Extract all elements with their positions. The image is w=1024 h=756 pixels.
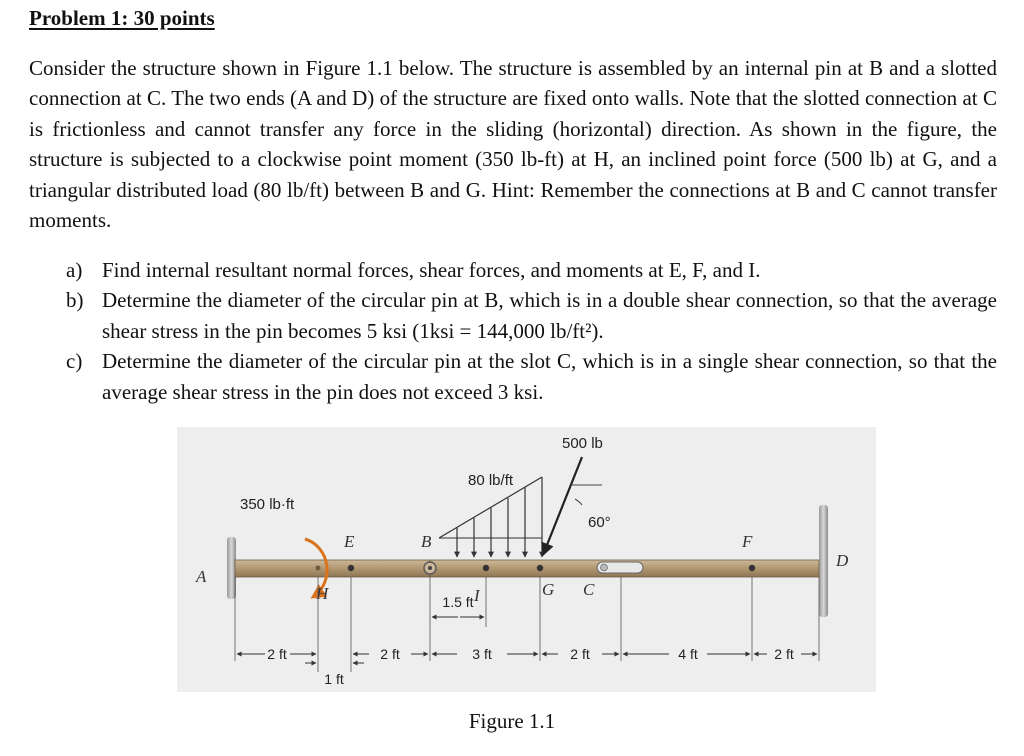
dim-label: 1.5 ft: [442, 594, 474, 610]
moment-label: 350 lb·ft: [240, 496, 295, 513]
part-label: b): [66, 288, 84, 313]
problem-statement: Consider the structure shown in Figure 1.1 below. The structure is assembled by an internal pin at B and a slotted connection at C. The two ends (A and D) of the structure are fixed onto walls. Note that the slotted connection at C is frictionless and cannot transfer any force in the sliding (horizontal) direction. As shown in the figure, the structure is subjected to a clockwise point moment (350 lb-ft) at H, an inclined point force (500 lb) at G, and a triangular distributed load (80 lb/ft) between B and G. Hint: Remember the connections at B and C cannot transfer moments.: [29, 56, 997, 233]
force-label: 500 lb: [562, 435, 603, 452]
part-text: Determine the diameter of the circular pin at the slot C, which is in a single shear connection, so that the average shear stress in the pin does not exceed 3 ksi.: [102, 349, 997, 404]
label-h: H: [316, 584, 329, 603]
problem-title: Problem 1: 30 points: [29, 6, 215, 30]
dim-label: 2 ft: [570, 646, 590, 662]
dim-label: 1 ft: [324, 671, 344, 687]
problem-parts: [66, 255, 997, 407]
beam-segment-ab: [235, 560, 430, 577]
part-text: Find internal resultant normal forces, shear forces, and moments at E, F, and I.: [102, 258, 761, 282]
structure-figure: [177, 427, 876, 692]
dim-label: 3 ft: [472, 646, 492, 662]
label-f: F: [742, 532, 753, 551]
dim-label: 2 ft: [267, 646, 287, 662]
label-e: E: [344, 532, 355, 551]
point-h: [316, 566, 321, 571]
part-a: [66, 255, 997, 285]
dim-label: 2 ft: [774, 646, 794, 662]
distributed-load-label: 80 lb/ft: [468, 472, 514, 489]
dim-label: 4 ft: [678, 646, 698, 662]
dim-label: 2 ft: [380, 646, 400, 662]
part-text: Determine the diameter of the circular pin at B, which is in a double shear connection, so that the average shear stress in the pin becomes 5 ksi (1ksi = 144,000 lb/ft²).: [102, 288, 997, 343]
wall-right: [819, 505, 828, 617]
part-b: [66, 285, 997, 346]
point-e: [348, 565, 354, 571]
point-f: [749, 565, 755, 571]
part-c: [66, 346, 997, 407]
label-g: G: [542, 580, 555, 599]
label-i: I: [474, 586, 480, 605]
slot-pin-c: [601, 564, 608, 571]
point-g: [537, 565, 543, 571]
point-i: [483, 565, 489, 571]
part-label: a): [66, 258, 83, 282]
angle-label: 60°: [588, 514, 611, 531]
pin-b-center: [428, 566, 432, 570]
label-c: C: [583, 580, 595, 599]
label-d: D: [836, 551, 849, 570]
part-label: c): [66, 349, 83, 374]
figure-caption: Figure 1.1: [468, 709, 556, 733]
label-a: A: [196, 567, 207, 586]
label-b: B: [421, 532, 432, 551]
